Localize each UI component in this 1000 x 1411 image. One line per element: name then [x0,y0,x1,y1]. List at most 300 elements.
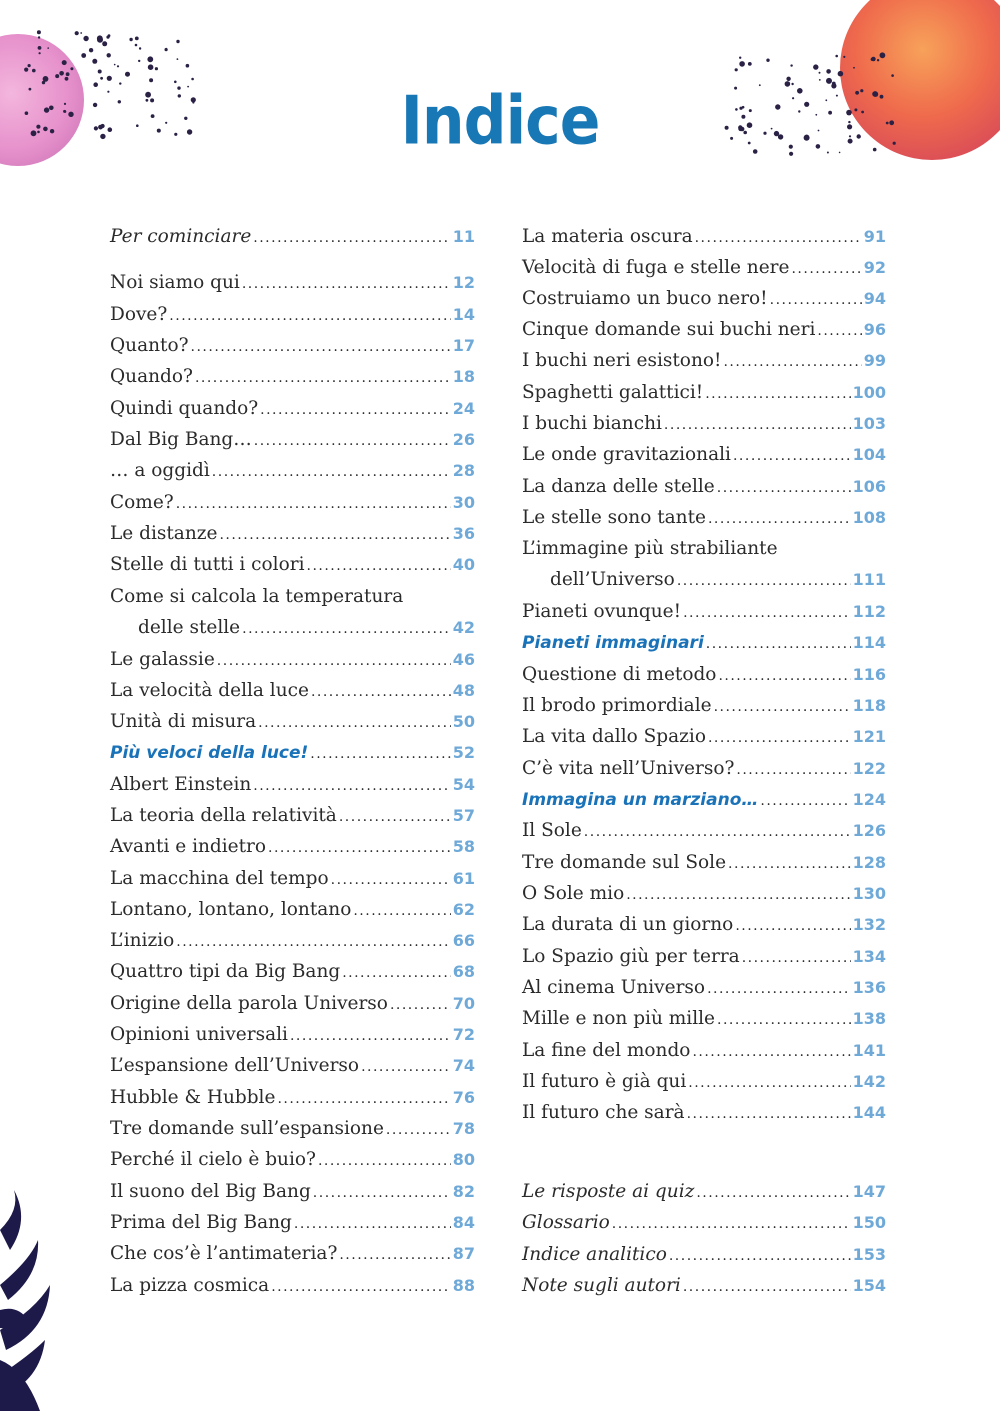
toc-entry[interactable] [522,1271,886,1301]
toc-page-number: 144 [852,1103,886,1122]
toc-entry[interactable] [522,754,886,784]
speckle-dot [75,31,79,35]
toc-entry-title: Prima del Big Bang [110,1212,292,1233]
toc-entry-title-cont: delle stelle [138,617,241,638]
toc-entry-title: Lontano, lontano, lontano [110,899,352,920]
toc-entry-title: Noi siamo qui [110,272,240,293]
toc-page-number: 134 [852,947,886,966]
toc-entry[interactable] [110,957,475,987]
toc-page-number: 72 [452,1025,475,1044]
speckle-dot [83,36,88,41]
toc-page-number: 66 [452,931,475,950]
toc-page-number: 112 [852,602,886,621]
speckle-dot [853,67,855,69]
toc-page-number: 24 [452,399,475,418]
speckle-dot [790,64,792,66]
toc-entry-title: Il futuro che sarà [522,1102,685,1123]
speckle-dot [838,71,844,77]
dot-leader [717,473,851,503]
speckle-dot [739,61,745,67]
toc-entry-title: Il brodo primordiale [522,695,712,716]
toc-entry-title: Opinioni universali [110,1024,288,1045]
toc-entry-title: Tre domande sul Sole [522,852,727,873]
toc-entry-title: La velocità della luce [110,680,309,701]
toc-entry[interactable] [522,910,886,940]
dot-leader [612,1209,851,1239]
dot-leader [339,802,451,832]
toc-entry-title: Le stelle sono tante [522,507,706,528]
toc-entry[interactable] [110,707,475,737]
speckle-dot [39,52,41,54]
dot-leader [677,566,851,596]
speckle-dot [147,56,153,62]
toc-entry[interactable] [110,926,475,956]
toc-page-number: 68 [452,962,475,981]
toc-entry[interactable] [110,582,475,612]
toc-entry-title: La danza delle stelle [522,476,715,497]
toc-entry[interactable] [522,628,886,658]
toc-entry-title: Tre domande sull’espansione [110,1118,384,1139]
speckle-dot [739,57,741,59]
speckle-dot [98,70,102,74]
dot-leader [708,504,851,534]
dot-leader [687,1099,851,1129]
toc-entry[interactable] [110,1208,475,1238]
toc-entry[interactable] [522,378,886,408]
toc-page-number: 76 [452,1088,475,1107]
speckle-dot [62,60,67,65]
toc-entry-title: Origine della parola Universo [110,993,388,1014]
speckle-dot [37,30,41,34]
dot-leader [733,441,851,471]
toc-entry-title: Il suono del Big Bang [110,1181,311,1202]
toc-entry[interactable] [522,848,886,878]
speckle-dot [24,68,28,72]
toc-entry[interactable] [522,503,886,533]
toc-page-number: 80 [452,1150,475,1169]
toc-entry[interactable] [110,1271,475,1301]
speckle-dot [826,69,831,74]
speckle-dot [819,72,821,74]
speckle-dot [32,69,36,73]
speckle-dot [38,36,40,38]
toc-entry[interactable] [522,785,886,815]
toc-entry[interactable] [110,1177,475,1207]
dot-leader [290,1021,451,1051]
dot-leader [626,880,850,910]
toc-entry-title: Pianeti immaginari [522,633,704,653]
toc-entry[interactable] [522,315,886,345]
toc-entry-title: Le distanze [110,523,218,544]
speckle-dot [186,64,190,68]
toc-entry-title: Immagina un marziano… [522,790,759,810]
toc-page-number: 18 [452,367,475,386]
toc-entry[interactable] [522,816,886,846]
toc-page-number: 28 [452,461,475,480]
dot-leader [176,927,450,957]
dot-leader [191,332,451,362]
dot-leader [707,974,851,1004]
toc-page-number: 36 [452,524,475,543]
toc-entry[interactable] [522,973,886,1003]
toc-entry-title: Dal Big Bang… [110,429,252,450]
toc-entry[interactable] [110,1239,475,1269]
toc-entry-title: C’è vita nell’Universo? [522,758,735,779]
toc-entry-title: La macchina del tempo [110,868,329,889]
toc-page-number: 52 [452,743,475,762]
toc-entry-continuation[interactable] [522,565,886,595]
toc-page-number: 114 [852,633,886,652]
toc-entry-title: La durata di un giorno [522,914,734,935]
speckle-dot [92,59,97,64]
toc-entry-title: Unità di misura [110,711,257,732]
speckle-dot [138,60,140,62]
toc-entry-title: L’espansione dell’Universo [110,1055,360,1076]
speckle-dot [106,36,109,39]
toc-page-number: 103 [852,414,886,433]
toc-entry[interactable] [522,440,886,470]
dot-leader [339,1240,450,1270]
speckle-dot [835,55,838,58]
dot-leader [268,833,451,863]
toc-entry-title: L’inizio [110,930,175,951]
toc-entry[interactable] [522,222,886,252]
toc-entry-title: Quindi quando? [110,398,259,419]
toc-page-number: 11 [452,227,475,246]
toc-entry-title: Cinque domande sui buchi neri [522,319,816,340]
dot-leader [714,692,851,722]
toc-entry[interactable] [522,1240,886,1270]
toc-page-number: 130 [852,884,886,903]
toc-entry-title: La teoria della relatività [110,805,337,826]
dot-leader [386,1115,451,1145]
toc-entry-title: Hubble & Hubble [110,1087,276,1108]
page-title: Indice [400,82,600,161]
toc-entry[interactable] [110,425,475,455]
dot-leader [195,363,451,393]
toc-page-number: 154 [852,1276,886,1295]
speckle-dot [165,48,168,51]
toc-entry[interactable] [522,597,886,627]
speckle-dot [65,77,69,81]
toc-entry-title: I buchi neri esistono! [522,350,722,371]
toc-page-number: 104 [852,445,886,464]
toc-page-number: 48 [452,681,475,700]
speckle-dot [70,67,73,70]
toc-entry-title: O Sole mio [522,883,625,904]
toc-entry[interactable] [110,1051,475,1081]
toc-page-number: 46 [452,650,475,669]
dot-leader [742,943,851,973]
toc-entry[interactable] [110,676,475,706]
speckle-dot [107,76,112,81]
toc-page-number: 82 [452,1182,475,1201]
dot-leader [683,598,851,628]
dot-leader [342,958,451,988]
toc-entry[interactable] [110,1020,475,1050]
dot-leader [706,629,851,659]
toc-page-number: 26 [452,430,475,449]
speckle-dot [62,72,64,74]
dot-leader [791,254,861,284]
speckle-dot [139,47,141,49]
toc-entry-title: Glossario [522,1212,610,1233]
speckle-dot [47,47,49,49]
toc-entry[interactable] [110,362,475,392]
toc-page-number: 70 [452,994,475,1013]
toc-entry-title: Le onde gravitazionali [522,444,731,465]
toc-page-number: 92 [863,258,886,277]
dot-leader [735,911,850,941]
toc-entry[interactable] [522,1067,886,1097]
speckle-dot [891,74,894,77]
toc-page-number: 62 [452,900,475,919]
speckle-dot [102,41,107,46]
toc-entry[interactable] [522,691,886,721]
toc-entry-title: Pianeti ovunque! [522,601,682,622]
toc-entry-title: Indice analitico [522,1244,667,1265]
toc-page-number: 126 [852,821,886,840]
speckle-dot [125,72,130,77]
toc-entry-title: Il Sole [522,820,582,841]
dot-leader [664,410,851,440]
toc-page-number: 74 [452,1056,475,1075]
dot-leader [176,489,451,519]
speckle-dot [880,52,886,58]
toc-page-number: 88 [452,1276,475,1295]
toc-entry[interactable] [110,864,475,894]
toc-entry-title: Lo Spazio giù per terra [522,946,740,967]
toc-page-number: 141 [852,1041,886,1060]
toc-page-number: 40 [452,555,475,574]
dot-leader [728,849,851,879]
speckle-dot [135,44,138,47]
dot-leader [736,755,850,785]
dot-leader [723,347,861,377]
toc-page-number: 136 [852,978,886,997]
toc-entry[interactable] [110,738,475,768]
toc-entry[interactable] [110,895,475,925]
speckle-dot [877,59,879,61]
dot-leader [361,1052,451,1082]
toc-entry-title: Dove? [110,304,168,325]
toc-page-number: 128 [852,853,886,872]
toc-entry-title: Quattro tipi da Big Bang [110,961,341,982]
toc-entry[interactable] [110,801,475,831]
toc-entry[interactable] [110,331,475,361]
toc-entry-title: Costruiamo un buco nero! [522,288,768,309]
toc-page-number: 57 [452,806,475,825]
toc-page-number: 87 [452,1244,475,1263]
dot-leader [760,786,850,816]
toc-page-number: 118 [852,696,886,715]
speckle-dot [148,64,154,70]
toc-entry-title: Che cos’è l’antimateria? [110,1243,338,1264]
speckle-dot [117,65,119,67]
toc-page-number: 50 [452,712,475,731]
speckle-dot [66,72,70,76]
toc-entry-title: … a oggidì [110,460,210,481]
speckle-dot [55,74,59,78]
dot-leader [688,1068,850,1098]
toc-entry-title: Mille e non più mille [522,1008,715,1029]
toc-entry[interactable] [522,409,886,439]
toc-entry[interactable] [110,832,475,862]
speckle-dot [813,64,818,69]
speckle-dot [38,46,42,50]
speckle-dot [81,53,86,58]
toc-entry[interactable] [522,472,886,502]
toc-page-number: 108 [852,508,886,527]
toc-entry-title: L’immagine più strabiliante [522,538,778,559]
toc-page-number: 124 [852,790,886,809]
speckle-dot [766,59,769,62]
toc-entry-title: Note sugli autori [522,1275,681,1296]
toc-entry[interactable] [522,1036,886,1066]
speckle-dot [100,77,103,80]
dot-leader [353,896,450,926]
dot-leader [260,395,451,425]
dot-leader [169,301,450,331]
toc-entry[interactable] [110,488,475,518]
dot-leader [669,1241,851,1271]
toc-entry-title: Quando? [110,366,193,387]
toc-entry[interactable] [110,300,475,330]
toc-page-number: 116 [852,665,886,684]
speckle-dot [843,56,845,58]
toc-entry[interactable] [522,253,886,283]
dot-leader [584,817,851,847]
toc-entry[interactable] [110,456,475,486]
toc-entry[interactable] [110,1083,475,1113]
toc-entry[interactable] [522,660,886,690]
speckle-dot [176,40,179,43]
toc-page-number: 12 [452,273,475,292]
toc-entry-title: Avanti e indietro [110,836,267,857]
toc-page-number: 54 [452,775,475,794]
toc-page-number: 17 [452,336,475,355]
toc-entry-title: Come? [110,492,174,513]
toc-entry[interactable] [522,1004,886,1034]
speckle-dot [748,62,752,66]
toc-page-number: 142 [852,1072,886,1091]
toc-entry[interactable] [110,519,475,549]
toc-page-number: 150 [852,1213,886,1232]
toc-entry-title-cont: dell’Universo [550,569,675,590]
toc-page-number: 94 [863,289,886,308]
toc-page-number: 122 [852,759,886,778]
toc-page-number: 138 [852,1009,886,1028]
dot-leader [294,1209,451,1239]
toc-entry[interactable] [110,222,475,252]
speckle-dot [871,57,876,62]
toc-entry[interactable] [110,1145,475,1175]
dot-leader [253,223,450,253]
toc-page-number: 61 [452,869,475,888]
toc-entry[interactable] [522,879,886,909]
toc-page-number: 106 [852,477,886,496]
toc-entry[interactable] [522,284,886,314]
toc-entry[interactable] [522,1098,886,1128]
dot-leader [258,708,451,738]
toc-page-number: 42 [452,618,475,637]
dot-leader [705,379,850,409]
toc-entry-title: Come si calcola la temperatura [110,586,404,607]
toc-entry[interactable] [522,534,886,564]
speckle-dot [155,67,158,70]
toc-entry-title: Stelle di tutti i colori [110,554,305,575]
toc-entry[interactable] [110,268,475,298]
toc-page-number: 30 [452,493,475,512]
speckle-dot [135,37,139,41]
dot-leader [242,614,451,644]
toc-entry-title: La pizza cosmica [110,1275,270,1296]
toc-page-number: 99 [863,351,886,370]
toc-entry[interactable] [522,1177,886,1207]
toc-entry[interactable] [522,722,886,752]
foliage-decoration [0,1190,70,1411]
toc-page-number: 153 [852,1245,886,1264]
toc-entry[interactable] [110,770,475,800]
toc-page-number: 96 [863,320,886,339]
dot-leader [718,661,850,691]
toc-entry[interactable] [110,1114,475,1144]
speckle-dot [97,35,103,41]
dot-leader [313,1178,451,1208]
toc-entry-continuation[interactable] [110,613,475,643]
toc-entry-title: Il futuro è già qui [522,1071,687,1092]
speckle-dot [114,64,116,66]
toc-entry[interactable] [110,550,475,580]
toc-page-number: 121 [852,727,886,746]
dot-leader [695,223,862,253]
toc-entry-title: Albert Einstein [110,774,252,795]
dot-leader [708,723,851,753]
dot-leader [271,1272,451,1302]
dot-leader [696,1178,850,1208]
toc-page-number: 78 [452,1119,475,1138]
dot-leader [242,269,451,299]
dot-leader [254,426,451,456]
dot-leader [219,520,450,550]
toc-entry-title: Più veloci della luce! [110,743,309,763]
dot-leader [307,551,451,581]
dot-leader [212,457,451,487]
dot-leader [683,1272,851,1302]
dot-leader [817,316,861,346]
toc-page-number: 14 [452,305,475,324]
toc-page-number: 58 [452,837,475,856]
toc-entry-title: Al cinema Universo [522,977,706,998]
toc-entry-title: La materia oscura [522,226,693,247]
toc-page-number: 91 [863,227,886,246]
toc-entry-title: I buchi bianchi [522,413,662,434]
dot-leader [770,285,862,315]
speckle-dot [89,48,93,52]
toc-entry[interactable] [110,989,475,1019]
speckle-dot [786,77,790,81]
speckle-dot [735,68,738,71]
toc-entry[interactable] [522,346,886,376]
toc-entry-title: Le risposte ai quiz [522,1181,695,1202]
toc-entry[interactable] [110,645,475,675]
toc-entry[interactable] [110,394,475,424]
toc-entry[interactable] [522,942,886,972]
dot-leader [390,990,451,1020]
toc-entry[interactable] [522,1208,886,1238]
toc-entry-title: Per cominciare [110,226,252,247]
toc-page-number: 132 [852,915,886,934]
